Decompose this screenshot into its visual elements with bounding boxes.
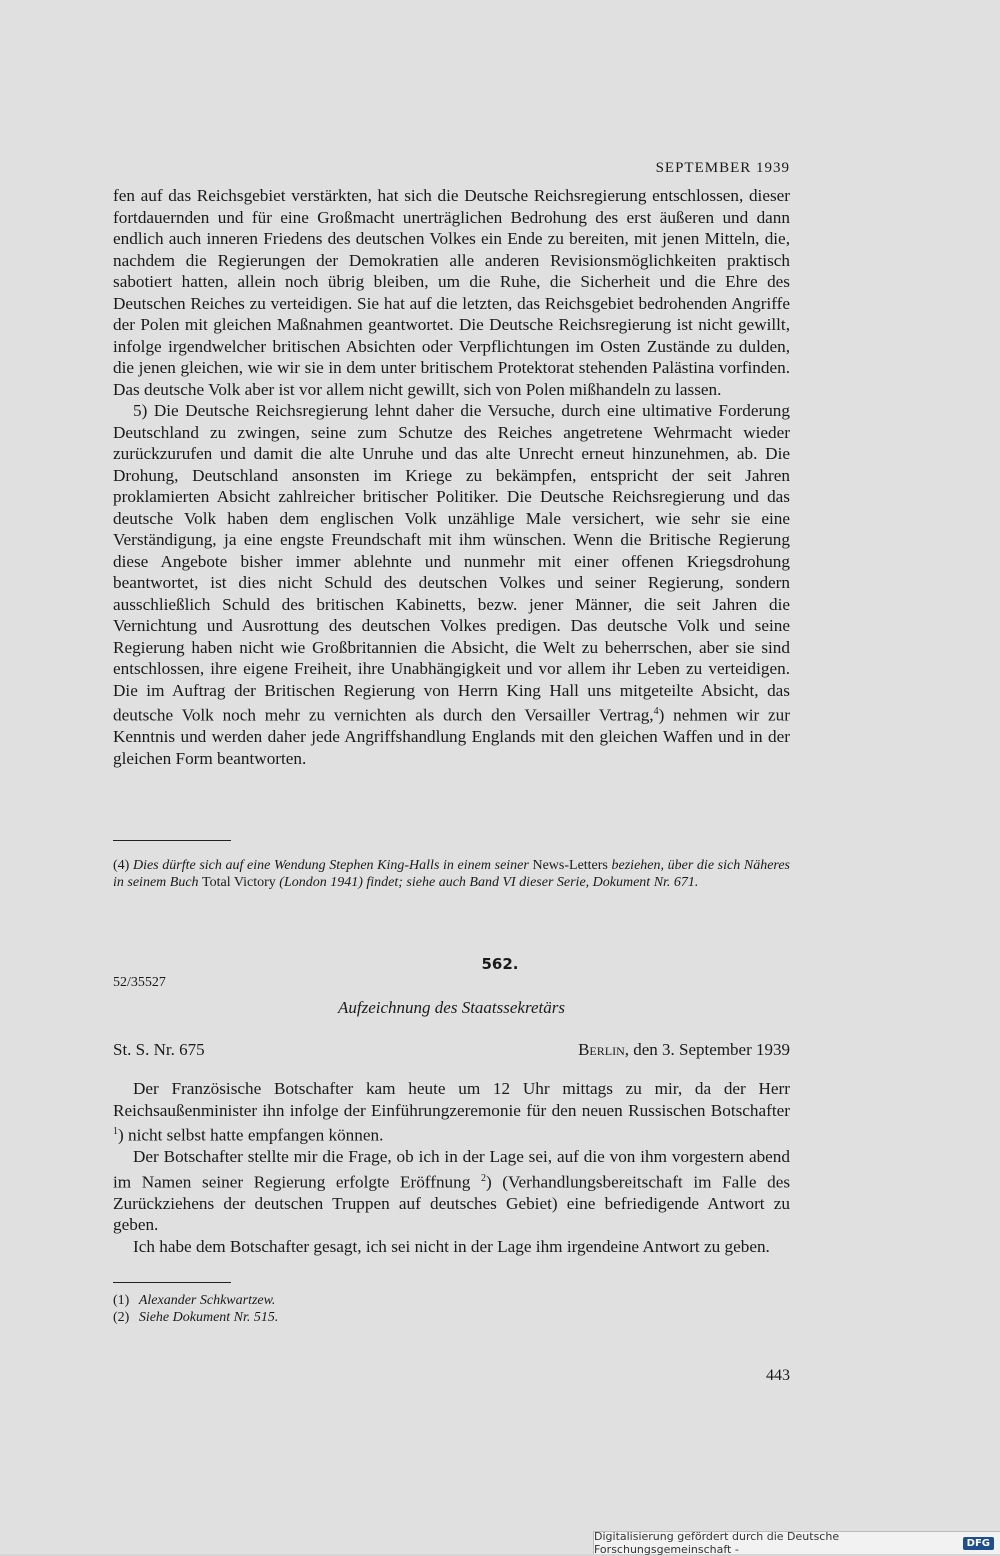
page-number: 443 [766,1367,790,1384]
file-reference: 52/35527 [113,975,166,990]
footnote: (1) Alexander Schkwartzew. [113,1293,276,1308]
paragraph: fen auf das Reichsgebiet verstärkten, hat sich die Deutsche Reichsregierung entschlossen, dieser fortdauernden und für eine Großmacht unerträglichen Bedrohung des erst äußeren und dann endlich auch inneren Friedens des deutschen Volkes ein Ende zu bereiten, mit jenen Mitteln, die, nachdem die Regierungen der Demokratien alle anderen Revisionsmöglichkeiten praktisch sabotiert hatten, allein noch übrig bleiben, um die Ruhe, die Sicherheit und die Ehre des Deutschen Reiches zu verteidigen. Sie hat auf die letzten, das Reichsgebiet bedrohenden Angriffe der Polen mit gleichen Maßnahmen geantwortet. Die Deutsche Reichsregierung ist nicht gewillt, infolge irgendwelcher britischen Absichten oder Verpflichtungen im Osten Zustände zu dulden, die jenen gleichen, wie wir sie in dem unter britischem Protektorat stehenden Palästina vorfinden. Das deutsche Volk aber ist vor allem nicht gewillt, sich von Polen mißhandeln zu lassen. [113,186,790,399]
document-title: Aufzeichnung des Staatssekretärs [338,998,565,1017]
footnote-ref: 2 [480,1172,486,1184]
funding-credit [593,1531,1000,1554]
footnote-rule [113,1282,231,1283]
footnote-marker: (4) [113,858,130,873]
footnote-marker: (1) [113,1293,130,1308]
paragraph: Ich habe dem Botschafter gesagt, ich sei nicht in der Lage ihm irgendeine Antwort zu geben. [133,1236,770,1256]
reference-line [113,1040,790,1060]
place-date: Berlin, den 3. September 1939 [578,1040,790,1059]
main-text [113,185,790,769]
footnote-marker: (2) [113,1310,130,1325]
paragraph: Der Französische Botschafter kam heute um 12 Uhr mittags zu mir, da der Herr Reichsaußenminister ihn infolge der Einführungzeremonie für den neuen Russischen Botschafter $^1$) nicht selbst hatte empfangen können. [113,1079,790,1145]
footnote: (4) Dies dürfte sich auf eine Wendung Stephen King-Halls in einem seiner News-Letters beziehen, über die sich Näheres in seinem Buch Total Victory (London 1941) findet; siehe auch Band VI dieser Serie, Dokument Nr. 671. [113,858,790,890]
footnote: (2) Siehe Dokument Nr. 515. [113,1310,279,1325]
footnote-ref: 1 [113,1126,118,1137]
footnote-ref: 4 [653,706,659,717]
credit-text: Digitalisierung gefördert durch die Deutsche Forschungsgemeinschaft - [594,1530,840,1556]
document-text [113,1078,790,1257]
paragraph: Der Botschafter stellte mir die Frage, ob ich in der Lage sei, auf die von ihm vorgestern abend im Namen seiner Regierung erfolgte Eröffnung $^2$) (Verhandlungsbereitschaft im Falle des Zurückziehens der deutschen Truppen auf deutsches Gebiet) eine befriedigende Antwort zu geben. [113,1147,791,1235]
document-number: 562. [481,955,519,973]
reference-number: St. S. Nr. 675 [113,1040,205,1059]
dfg-logo: DFG [963,1537,994,1550]
footnote-rule [113,840,231,841]
running-head: SEPTEMBER 1939 [655,160,790,176]
paragraph: 5) Die Deutsche Reichsregierung lehnt daher die Versuche, durch eine ultimative Forderung Deutschland zu zwingen, seine zum Schutze des Reiches angetretene Wehrmacht wieder zurückzurufen und damit die alte Unruhe und das alte Unrecht erneut hinzunehmen, ab. Die Drohung, Deutschland ansonsten im Kriege zu bekämpfen, entspricht der seit Jahren proklamierten Absicht zahlreicher britischer Politiker. Die Deutsche Reichsregierung und das deutsche Volk haben dem englischen Volk unzählige Male versichert, wie sehr sie eine Verständigung, ja eine engste Freundschaft mit ihm wünschen. Wenn die Britische Regierung diese Angebote bisher immer ablehnte und nunmehr mit einer offenen Kriegsdrohung beantwortet, ist dies nicht Schuld des deutschen Volkes und seiner Regierung, sondern ausschließlich Schuld des britischen Kabinetts, bezw. jener Männer, die seit Jahren die Vernichtung und Ausrottung des deutschen Volkes predigen. Das deutsche Volk und seine Regierung haben nicht wie Großbritannien die Absicht, die Welt zu beherrschen, aber sie sind entschlossen, ihre eigene Freiheit, ihre Unabhängigkeit und vor allem ihr Leben zu verteidigen. Die im Auftrag der Britischen Regierung von Herrn King Hall uns mitgeteilte Absicht, das deutsche Volk noch mehr zu vernichten als durch den Versailler Vertrag,$^4$) nehmen wir zur Kenntnis und werden daher jede Angriffshandlung Englands mit den gleichen Waffen und in der gleichen Form beantworten. [113,401,790,768]
